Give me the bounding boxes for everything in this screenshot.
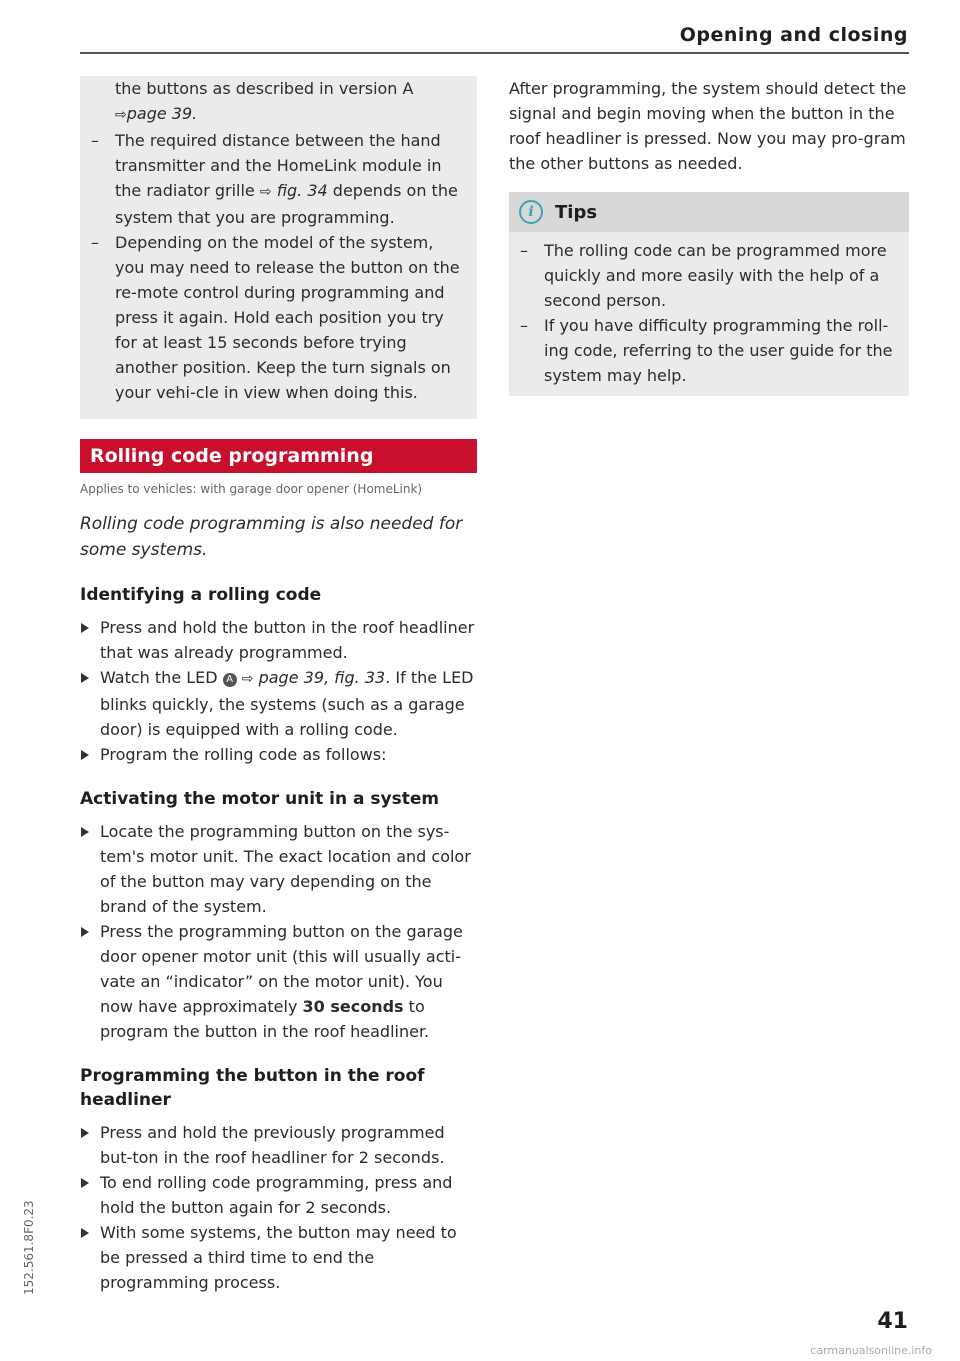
arrow-right-icon: ⇨ <box>259 184 272 200</box>
subheading-identifying: Identifying a rolling code <box>80 585 322 605</box>
page-header-title: Opening and closing <box>679 24 908 46</box>
steps-activating <box>80 819 477 1044</box>
list-item: To end rolling code programming, press and hold the button again for 2 seconds. <box>80 1170 477 1220</box>
left-column <box>80 76 477 1295</box>
list-item: – Depending on the model of the system, you may need to release the button on the re-mote control during programming and press it again. Hold each position you try for at least 15 seconds before trying another position. Keep the turn signals on your vehi-cle in view when doing this. <box>80 230 477 405</box>
list-item: Locate the programming button on the sys-tem's motor unit. The exact location and color of the button may vary depending on the brand of the system. <box>80 819 477 919</box>
continued-notes-box <box>80 76 477 419</box>
subheading-activating: Activating the motor unit in a system <box>80 789 440 809</box>
tips-box <box>509 192 909 396</box>
steps-identifying <box>80 615 477 767</box>
arrow-right-icon: ⇨ <box>241 671 254 687</box>
list-item: – The required distance between the hand transmitter and the HomeLink module in the radiator grille ⇨ fig. 34 depends on the system that you are programming. <box>80 128 477 230</box>
box-continuation-text: the buttons as described in version A ⇨page 39. <box>115 79 414 123</box>
page-fig-ref-link[interactable]: page 39, fig. 33 <box>258 668 386 687</box>
list-item: Press and hold the previously programmed but-ton in the roof headliner for 2 seconds. <box>80 1120 477 1170</box>
section-title: Rolling code programming <box>80 439 477 473</box>
after-programming-paragraph: After programming, the system should detect the signal and begin moving when the button in the roof headliner is pressed. Now you may pro-gram the other buttons as needed. <box>509 79 907 173</box>
list-item: With some systems, the button may need to be pressed a third time to end the programming process. <box>80 1220 477 1295</box>
info-icon: i <box>519 200 543 224</box>
page-ref-link[interactable]: page 39. <box>126 104 198 123</box>
tips-list <box>509 232 909 388</box>
list-item: – The rolling code can be programmed more quickly and more easily with the help of a second person. <box>509 238 909 313</box>
list-item: – If you have difficulty programming the roll-ing code, referring to the user guide for the system may help. <box>509 313 909 388</box>
fig-ref-link[interactable]: fig. 34 <box>276 181 328 200</box>
right-column <box>509 76 909 396</box>
tips-header <box>509 192 909 232</box>
box-list <box>80 128 477 405</box>
list-item: Press and hold the button in the roof headliner that was already programmed. <box>80 615 477 665</box>
steps-programming <box>80 1120 477 1295</box>
arrow-right-icon: ⇨ <box>115 107 127 123</box>
section-intro: Rolling code programming is also needed for some systems. <box>80 514 463 560</box>
tips-title: Tips <box>555 201 598 223</box>
applies-to-note: Applies to vehicles: with garage door opener (HomeLink) <box>80 482 423 496</box>
list-item: Watch the LED A ⇨ page 39, fig. 33. If the LED blinks quickly, the systems (such as a garage door) is equipped with a rolling code. <box>80 665 477 742</box>
watermark: carmanualsonline.info <box>810 1344 932 1357</box>
list-item: Press the programming button on the garage door opener motor unit (this will usually acti-vate an “indicator” on the motor unit). You now have approximately 30 seconds to program the button in the roof headliner. <box>80 919 477 1044</box>
subheading-programming: Programming the button in the roof headliner <box>80 1066 425 1110</box>
led-a-badge: A <box>223 673 237 687</box>
document-code: 152.561.8F0.23 <box>22 1200 36 1295</box>
page-number: 41 <box>877 1309 908 1334</box>
header-rule <box>80 52 909 54</box>
list-item: Program the rolling code as follows: <box>80 742 477 767</box>
bold-duration: 30 seconds <box>302 997 404 1016</box>
